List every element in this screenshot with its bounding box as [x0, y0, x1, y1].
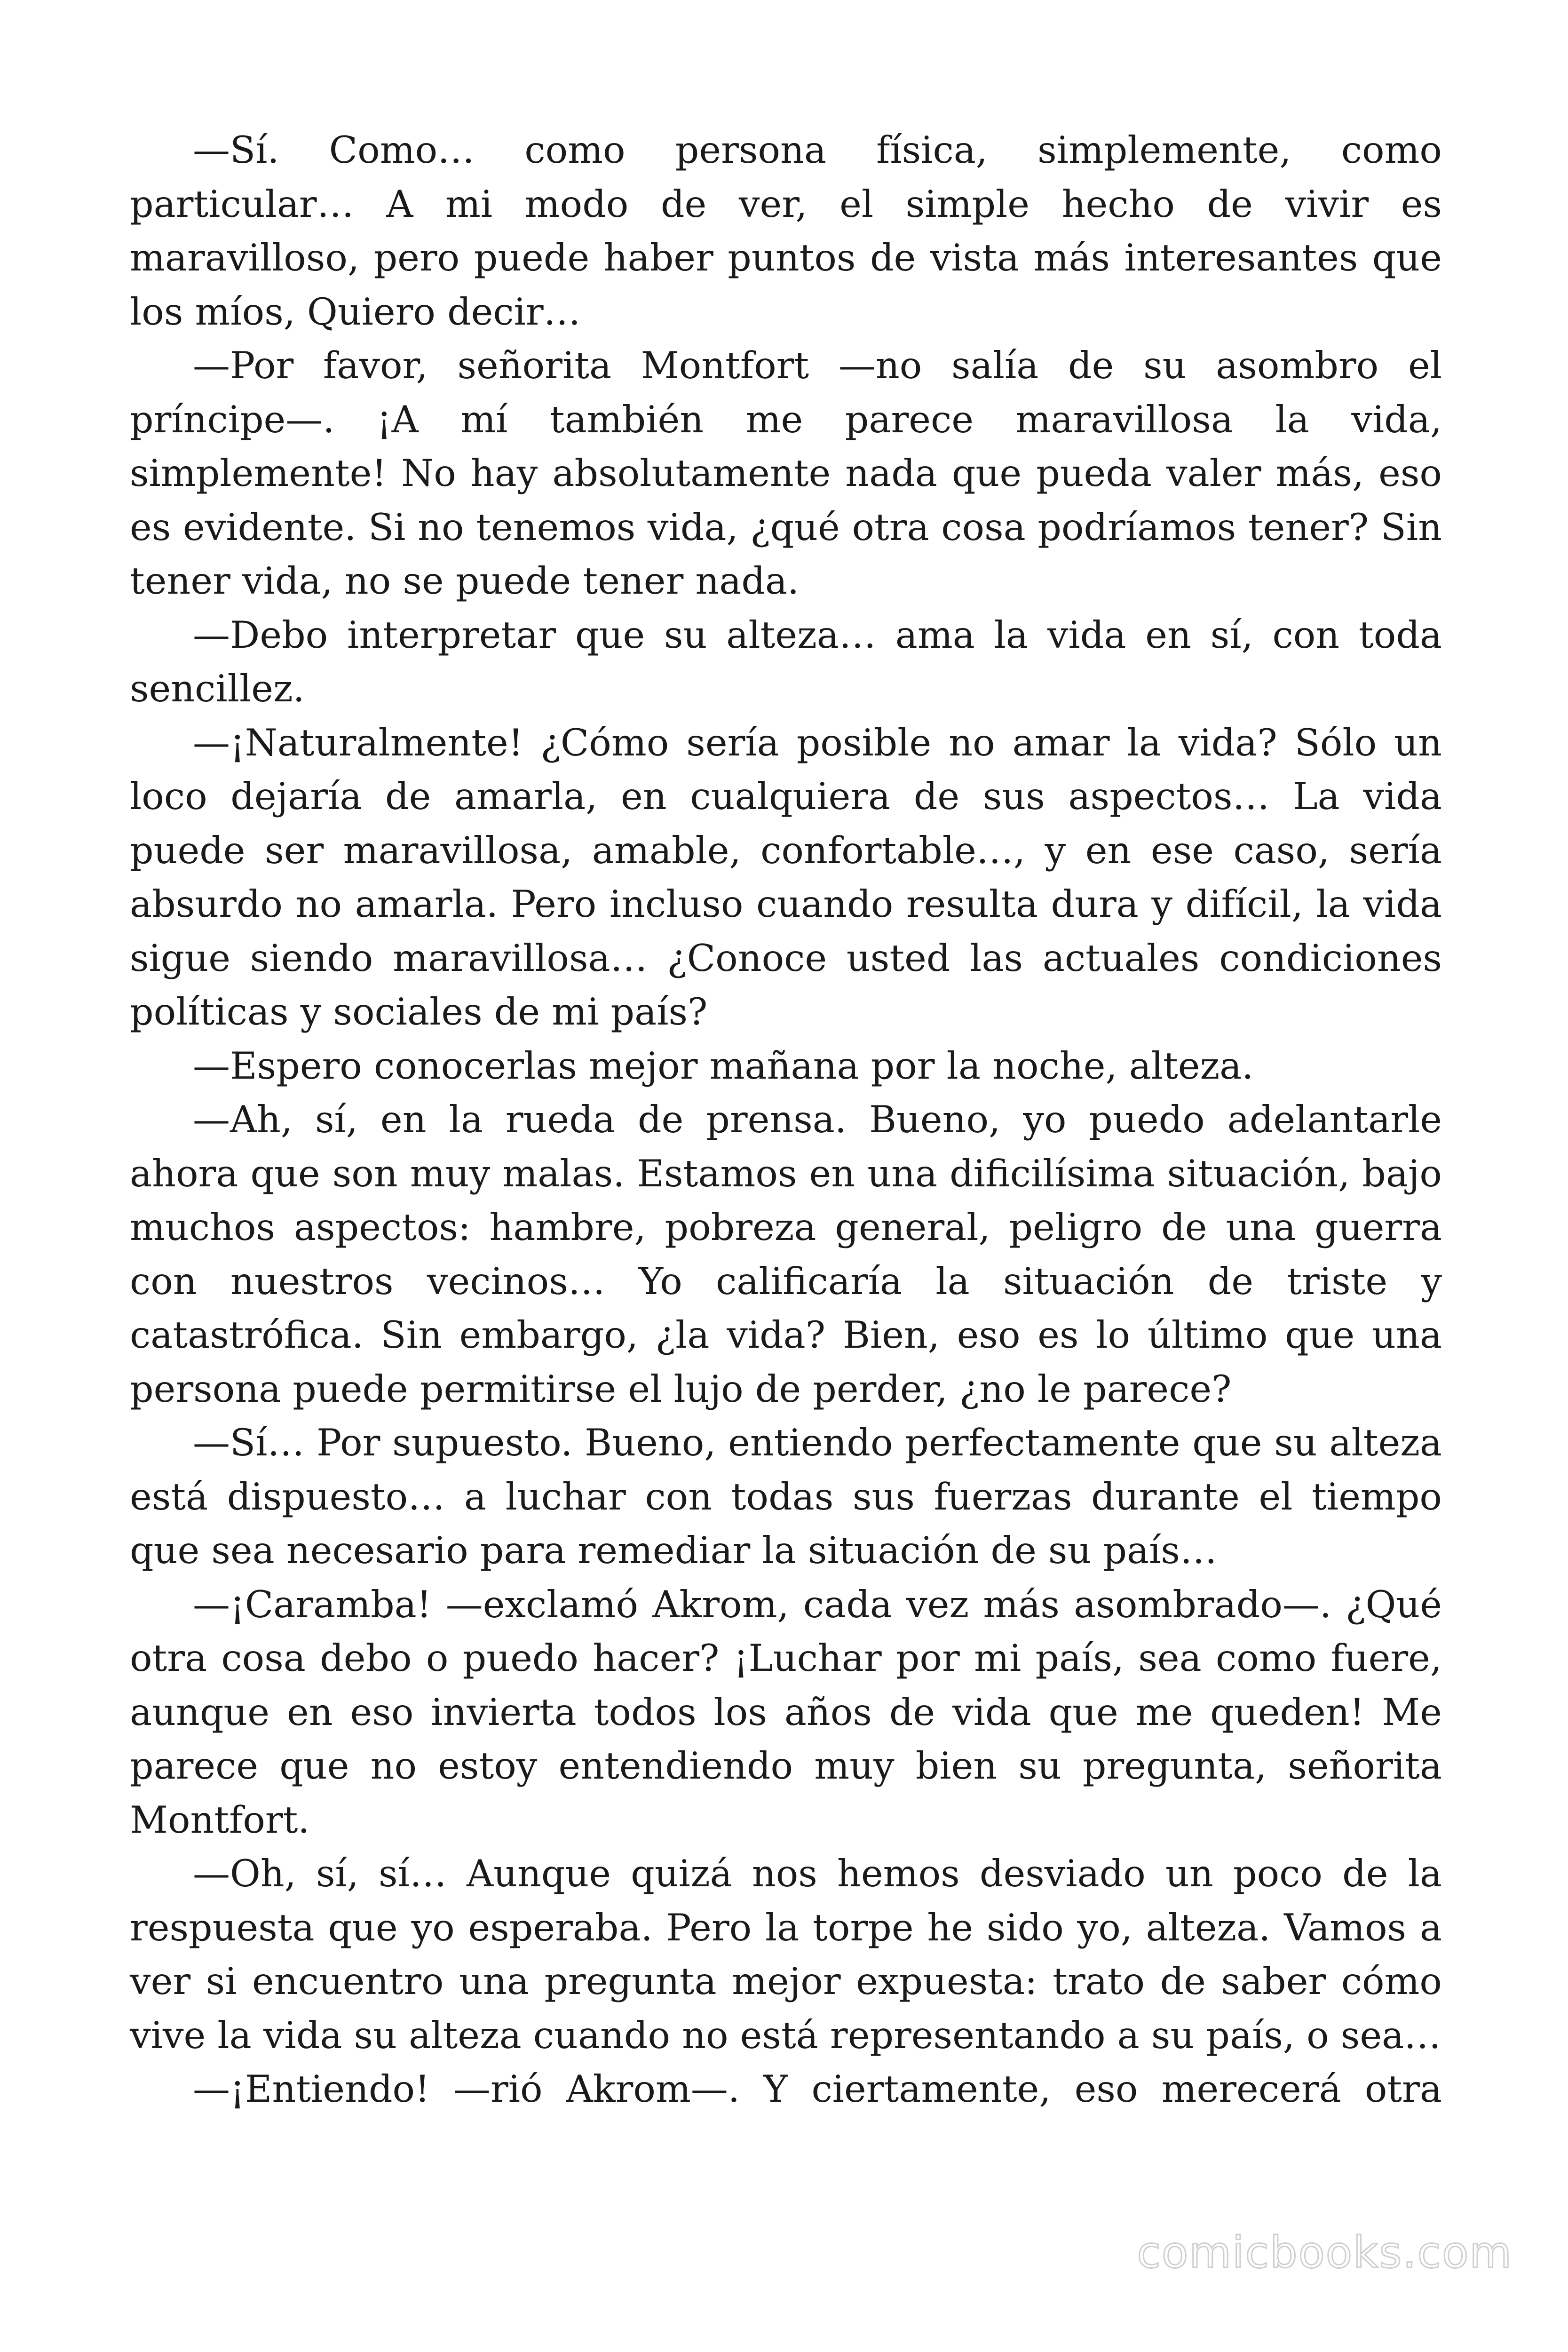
paragraph: —Debo interpretar que su alteza… ama la vida en sí, con toda sencillez.: [130, 613, 1442, 710]
paragraph: —¡Caramba! —exclamó Akrom, cada vez más asombrado—. ¿Qué otra cosa debo o puedo hacer? ¡Luchar por mi país, sea como fuere, aunque en eso invierta todos los años de vida que me queden! Me parece que no estoy entendiendo muy bien su pregunta, señorita Montfort.: [130, 1582, 1442, 1842]
paragraph: —Espero conocerlas mejor mañana por la noche, alteza.: [193, 1044, 1254, 1088]
body-text: [130, 123, 1442, 2116]
paragraph: —Oh, sí, sí… Aunque quizá nos hemos desviado un poco de la respuesta que yo esperaba. Pero la torpe he sido yo, alteza. Vamos a ver si encuentro una pregunta mejor expuesta: trato de saber cómo vive la vida su alteza cuando no está representando a su país, o sea…: [130, 1852, 1442, 2057]
paragraph: —¡Naturalmente! ¿Cómo sería posible no amar la vida? Sólo un loco dejaría de amarla, en cualquiera de sus aspectos… La vida puede ser maravillosa, amable, confortable…, y en ese caso, sería absurdo no amarla. Pero incluso cuando resulta dura y difícil, la vida sigue siendo maravillosa… ¿Conoce usted las actuales condiciones políticas y sociales de mi país?: [130, 721, 1442, 1033]
paragraph: —Por favor, señorita Montfort —no salía de su asombro el príncipe—. ¡A mí también me parece maravillosa la vida, simplemente! No hay absolutamente nada que pueda valer más, eso es evidente. Si no tenemos vida, ¿qué otra cosa podríamos tener? Sin tener vida, no se puede tener nada.: [130, 344, 1442, 603]
paragraph: —Ah, sí, en la rueda de prensa. Bueno, yo puedo adelantarle ahora que son muy malas. Estamos en una dificilísima situación, bajo muchos aspectos: hambre, pobreza general, peligro de una guerra con nuestros vecinos… Yo calificaría la situación de triste y catastrófica. Sin embargo, ¿la vida? Bien, eso es lo último que una persona puede permitirse el lujo de perder, ¿no le parece?: [130, 1098, 1442, 1411]
paragraph-continued: —¡Entiendo! —rió Akrom—. Y ciertamente, eso merecerá otra: [193, 2067, 1442, 2111]
watermark: comicbooks.com: [1137, 2227, 1513, 2278]
paragraph: —Sí. Como… como persona física, simplemente, como particular… A mi modo de ver, el simple hecho de vivir es maravilloso, pero puede haber puntos de vista más interesantes que los míos, Quiero decir…: [130, 128, 1442, 334]
paragraph: —Sí… Por supuesto. Bueno, entiendo perfectamente que su alteza está dispuesto… a luchar con todas sus fuerzas durante el tiempo que sea necesario para remediar la situación de su país…: [130, 1421, 1442, 1572]
